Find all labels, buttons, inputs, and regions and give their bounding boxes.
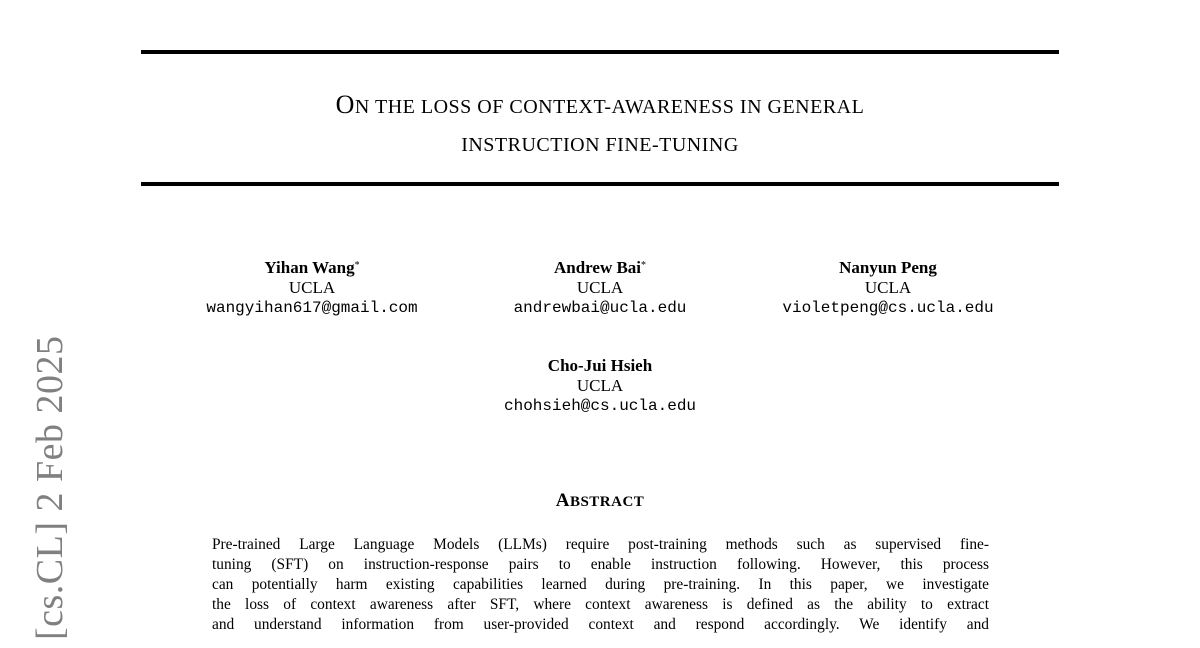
- abstract-line: the loss of context awareness after SFT, where context awareness is defined as the ability to extract: [212, 596, 989, 613]
- title-line-2: INSTRUCTION FINE-TUNING: [461, 134, 739, 156]
- title-line-1: [141, 86, 1059, 126]
- author-name: Nanyun Peng: [839, 258, 937, 277]
- author-email[interactable]: violetpeng@cs.ucla.edu: [782, 299, 994, 317]
- abstract-line: can potentially harm existing capabilities learned during pre-training. In this paper, we investigate: [212, 576, 989, 593]
- title-smallcaps-1: N THE LOSS OF CONTEXT-AWARENESS IN GENERAL: [354, 96, 865, 118]
- author-name: Yihan Wang*: [264, 258, 360, 277]
- author-email[interactable]: chohsieh@cs.ucla.edu: [503, 397, 697, 415]
- equal-contribution-mark: *: [641, 260, 647, 271]
- author-email[interactable]: wangyihan617@gmail.com: [206, 299, 418, 317]
- author-affiliation: UCLA: [576, 376, 624, 395]
- abstract-line: and understand information from user-provided context and respond accordingly. We identify and: [212, 616, 989, 633]
- author-name: Cho-Jui Hsieh: [547, 356, 653, 375]
- author-block: [162, 258, 462, 318]
- abstract-body: [212, 535, 989, 635]
- abstract-line: Pre-trained Large Language Models (LLMs) require post-training methods such as supervised fine-: [212, 536, 989, 553]
- author-block: [738, 258, 1038, 318]
- equal-contribution-mark: *: [354, 260, 360, 271]
- author-affiliation: UCLA: [288, 278, 336, 297]
- author-block: [450, 356, 750, 416]
- title-rule-top: [141, 50, 1059, 54]
- author-affiliation: UCLA: [576, 278, 624, 297]
- author-name: Andrew Bai*: [553, 258, 647, 277]
- paper-title: [141, 86, 1059, 164]
- abstract-line: tuning (SFT) on instruction-response pairs to enable instruction following. However, this process: [212, 556, 989, 573]
- author-affiliation: UCLA: [864, 278, 912, 297]
- title-initial-cap: O: [335, 90, 355, 119]
- abstract-heading: ABSTRACT: [555, 490, 645, 511]
- title-rule-bottom: [141, 182, 1059, 186]
- arxiv-side-stamp: [cs.CL] 2 Feb 2025: [29, 335, 71, 640]
- author-block: [450, 258, 750, 318]
- author-email[interactable]: andrewbai@ucla.edu: [513, 299, 687, 317]
